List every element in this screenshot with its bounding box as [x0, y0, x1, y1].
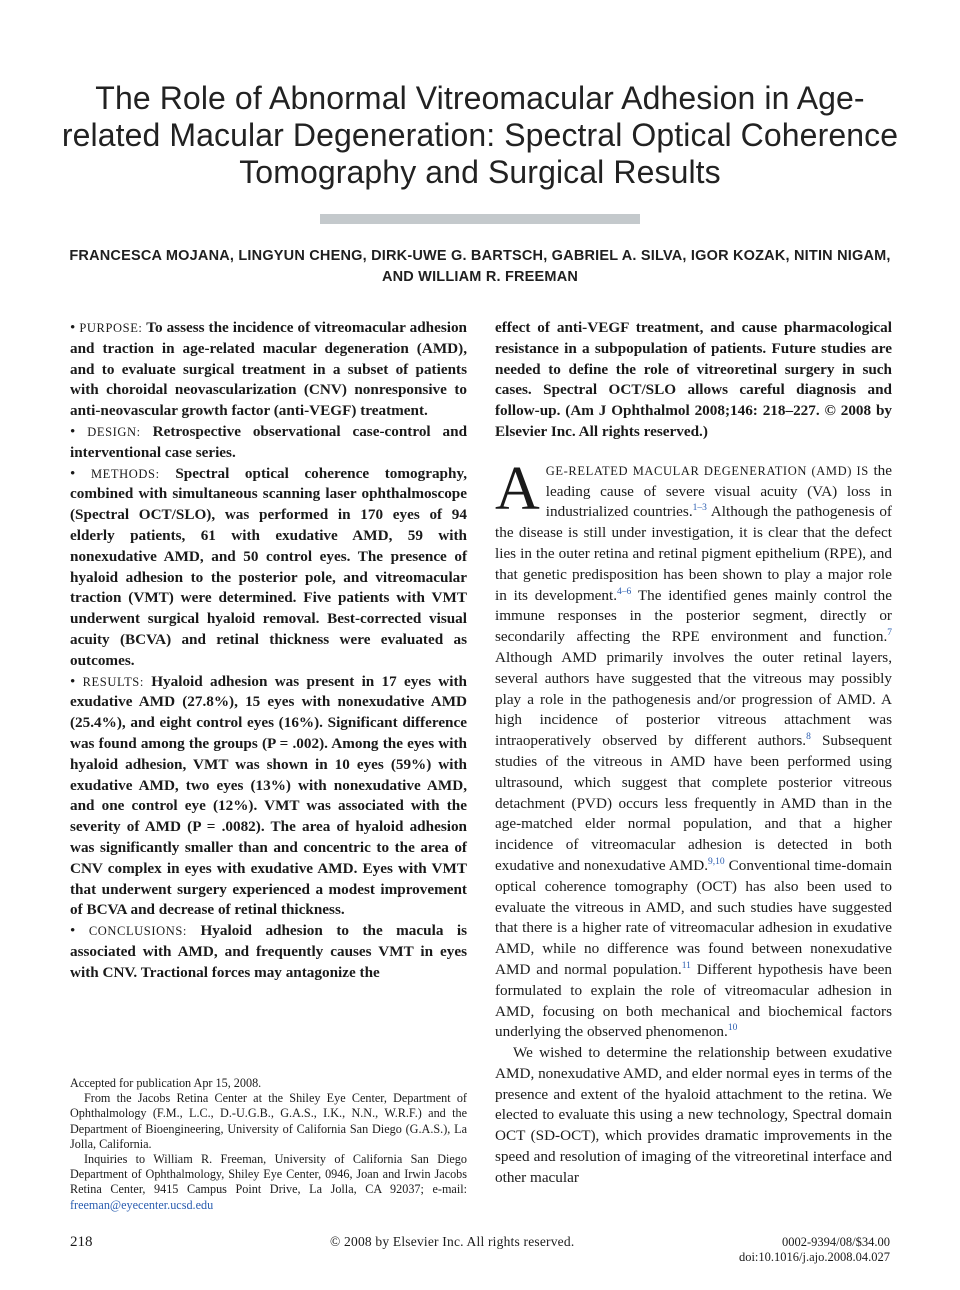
reference-link[interactable]: 10 — [727, 1023, 738, 1034]
abstract-purpose: • PURPOSE: To assess the incidence of vitreomacular adhesion and traction in age-related macular degeneration (AMD), and to evaluate surgical treatment in a subset of patients with choroidal neovascularization (CNV) nonresponsive to anti-neovascular growth factor (anti-VEGF) treatment. — [70, 319, 467, 420]
abstract-continued — [495, 318, 892, 443]
conclusions-text-a: Hyaloid adhesion to the macula is associated with AMD, and frequently causes VMT in eyes with CNV. Tractional forces may antagonize the — [70, 922, 468, 981]
results-text: Hyaloid adhesion was present in 17 eyes with exudative AMD (27.8%), 15 eyes with nonexudative AMD (25.4%), and eight control eyes (16%). Significant difference was found among the groups (P = .002). Among the eyes with hyaloid adhesion, VMT was shown in 10 eyes (59%) with exudative AMD, two eyes (13%) with nonexudative AMD, and one control eye (12%). VMT was associated with the severity of AMD (P = .0082). The area of hyaloid adhesion was significantly smaller than and concentric to the area of CNV complex in eyes with exudative AMD. Eyes with VMT that underwent surgery experienced a modest improvement of BCVA and decrease of retinal thickness. — [70, 672, 467, 919]
design-label: DESIGN: — [87, 424, 141, 439]
reference-link[interactable]: 8 — [806, 732, 811, 743]
title-divider — [320, 214, 640, 224]
intro-paragraph-2: We wished to determine the relationship between exudative AMD, nonexudative AMD, and elder normal eyes in terms of the presence and extent of the hyaloid attachment to the retina. We elected to evaluate this using a new technology, Spectral domain OCT (SD-OCT), which provides dramatic improvements in the speed and resolution of imaging of the vitreoretinal interface and other macular — [495, 1044, 892, 1186]
design-text: Retrospective observational case-control and interventional case series. — [70, 422, 468, 461]
conclusions-text-b: effect of anti-VEGF treatment, and cause pharmacological resistance in a subpopulation of patients. Future studies are needed to define the role of vitreoretinal surgery in such cases. Spectral OCT/SLO allows careful diagnosis and follow-up. — [495, 319, 892, 420]
reference-link[interactable]: 9,10 — [708, 856, 725, 867]
abstract-methods: • METHODS: Spectral optical coherence tomography, combined with simultaneous scanning laser ophthalmoscope (Spectral OCT/SLO), was performed in 170 eyes of 94 elderly patients, 61 with exudative AMD, 59 with nonexudative AMD, and 50 control eyes. The presence of hyaloid adhesion to the posterior pole, and vitreomacular traction (VMT) were determined. Five patients with VMT underwent surgical hyaloid removal. Best-corrected visual acuity (BCVA) and retinal thickness were evaluated as outcomes. — [70, 464, 468, 669]
results-label: RESULTS: — [82, 674, 144, 689]
footnotes — [70, 1076, 467, 1213]
abstract-conclusions: • CONCLUSIONS: Hyaloid adhesion to the macula is associated with AMD, and frequently causes VMT in eyes with CNV. Tractional forces may antagonize the — [70, 922, 468, 981]
affiliation-note: From the Jacobs Retina Center at the Shiley Eye Center, Department of Ophthalmology (F.M., L.C., D.-U.G.B., G.A.S., I.K., N.N., W.R.F.) and the Department of Bioengineering, University of California San Diego (G.A.S.), La Jolla, California. — [70, 1091, 467, 1151]
issn: 0002-9394/08/$34.00 — [782, 1235, 890, 1249]
lead-in: GE-RELATED MACULAR DEGENERATION (AMD) IS — [545, 463, 869, 478]
reference-link[interactable]: 4–6 — [617, 586, 632, 597]
methods-label: METHODS: — [90, 466, 160, 481]
right-column — [495, 318, 892, 1189]
page-number: 218 — [70, 1234, 93, 1250]
article-title: The Role of Abnormal Vitreomacular Adhesion in Age-related Macular Degeneration: Spectral Optical Coherence Tomography and Surgical Results — [61, 80, 899, 190]
methods-text: Spectral optical coherence tomography, combined with simultaneous scanning laser ophthalmoscope (Spectral OCT/SLO), was performed in 170 eyes of 94 elderly patients, 61 with exudative AMD, 59 with nonexudative AMD, and 50 control eyes. The presence of hyaloid adhesion to the posterior pole, and vitreomacular traction (VMT) were determined. Five patients with VMT underwent surgical hyaloid removal. Best-corrected visual acuity (BCVA) and retinal thickness were evaluated as outcomes. — [70, 464, 468, 669]
intro-paragraph-1: AGE-RELATED MACULAR DEGENERATION (AMD) IS the leading cause of severe visual acuity (VA) loss in industrialized countries.$^{1-3}$ Although the pathogenesis of the disease is still under investigation, it is clear that the defect lies in the outer retina and retinal pigment epithelium (RPE), and that genetic predisposition has been shown to play a major role in its development.$^{4-6}$ The identified genes mainly control the immune responses in the posterior segment, directly or secondarily affecting the RPE environment and function.$^7$ Although AMD primarily involves the outer retinal layers, several authors have suggested that the vitreous may possibly play a role in the pathogenesis and/or progression of AMD. A high incidence of posterior vitreous attachment was intraoperatively observed by different authors.$^8$ Subsequent studies of the vitreous in AMD have been performed using ultrasound, which suggest that complete posterior vitreous detachment (PVD) occurs less frequently in AMD than in the age-matched elder normal population, and that a higher incidence of vitreomacular adhesion is detected in both exudative and nonexudative AMD.$^{9,10}$ Conventional time-domain optical coherence tomography (OCT) has also been used to evaluate the vitreous in AMD, and such studies have suggested that there is a higher rate of vitreomacular adhesion in exudative AMD, while no difference was found between nonexudative AMD and normal population.$^{11}$ Different hypothesis have been formulated to explain the role of vitreomacular adhesion in AMD, focusing on both mechanical and biochemical factors underlying the observed phenomenon.$^{10}$ — [495, 454, 893, 1041]
reference-link[interactable]: 11 — [681, 960, 691, 971]
copyright: © 2008 by Elsevier Inc. All rights reserved. — [330, 1234, 575, 1249]
issn-doi — [739, 1235, 890, 1265]
inquiries-note: Inquiries to William R. Freeman, University of California San Diego Department of Ophthalmology, Shiley Eye Center, 0946, Joan and Irwin Jacobs Retina Center, 9415 Campus Point Drive, La Jolla, CA 92037; e-mail: freeman@eyecenter.ucsd.edu — [70, 1152, 467, 1212]
reference-link[interactable]: 7 — [887, 628, 892, 639]
abstract — [70, 318, 467, 984]
author-list: FRANCESCA MOJANA, LINGYUN CHENG, DIRK-UWE G. BARTSCH, GABRIEL A. SILVA, IGOR KOZAK, NITIN NIGAM, AND WILLIAM R. FREEMAN — [69, 248, 891, 285]
conclusions-label: CONCLUSIONS: — [88, 924, 187, 939]
abstract-citation: (Am J Ophthalmol 2008;146: 218–227. © 2008 by Elsevier Inc. All rights reserved.) — [495, 402, 892, 440]
email-link[interactable]: freeman@eyecenter.ucsd.edu — [70, 1197, 214, 1212]
abstract-results: • RESULTS: Hyaloid adhesion was present in 17 eyes with exudative AMD (27.8%), 15 eyes with nonexudative AMD (25.4%), and eight control eyes (16%). Significant difference was found among the groups (P = .002). Among the eyes with hyaloid adhesion, VMT was shown in 10 eyes (59%) with exudative AMD, two eyes (13%) with nonexudative AMD, and one control eye (12%). VMT was associated with the severity of AMD (P = .0082). The area of hyaloid adhesion was significantly smaller than and concentric to the area of CNV complex in eyes with exudative AMD. Eyes with VMT that underwent surgery experienced a modest improvement of BCVA and decrease of retinal thickness. — [70, 672, 467, 919]
purpose-text: To assess the incidence of vitreomacular adhesion and traction in age-related macular degeneration (AMD), and to evaluate surgical treatment in a subset of patients with choroidal neovascularization (CNV) nonresponsive to anti-neovascular growth factor (anti-VEGF) treatment. — [70, 319, 467, 420]
doi[interactable]: doi:10.1016/j.ajo.2008.04.027 — [738, 1250, 890, 1264]
accepted-note: Accepted for publication Apr 15, 2008. — [70, 1076, 262, 1090]
purpose-label: PURPOSE: — [79, 321, 143, 335]
reference-link[interactable]: 1–3 — [692, 503, 707, 514]
abstract-design: • DESIGN: Retrospective observational case-control and interventional case series. — [70, 422, 468, 461]
drop-cap: A — [495, 454, 540, 523]
copyright-icon: © — [330, 1234, 341, 1249]
left-column — [70, 318, 467, 984]
